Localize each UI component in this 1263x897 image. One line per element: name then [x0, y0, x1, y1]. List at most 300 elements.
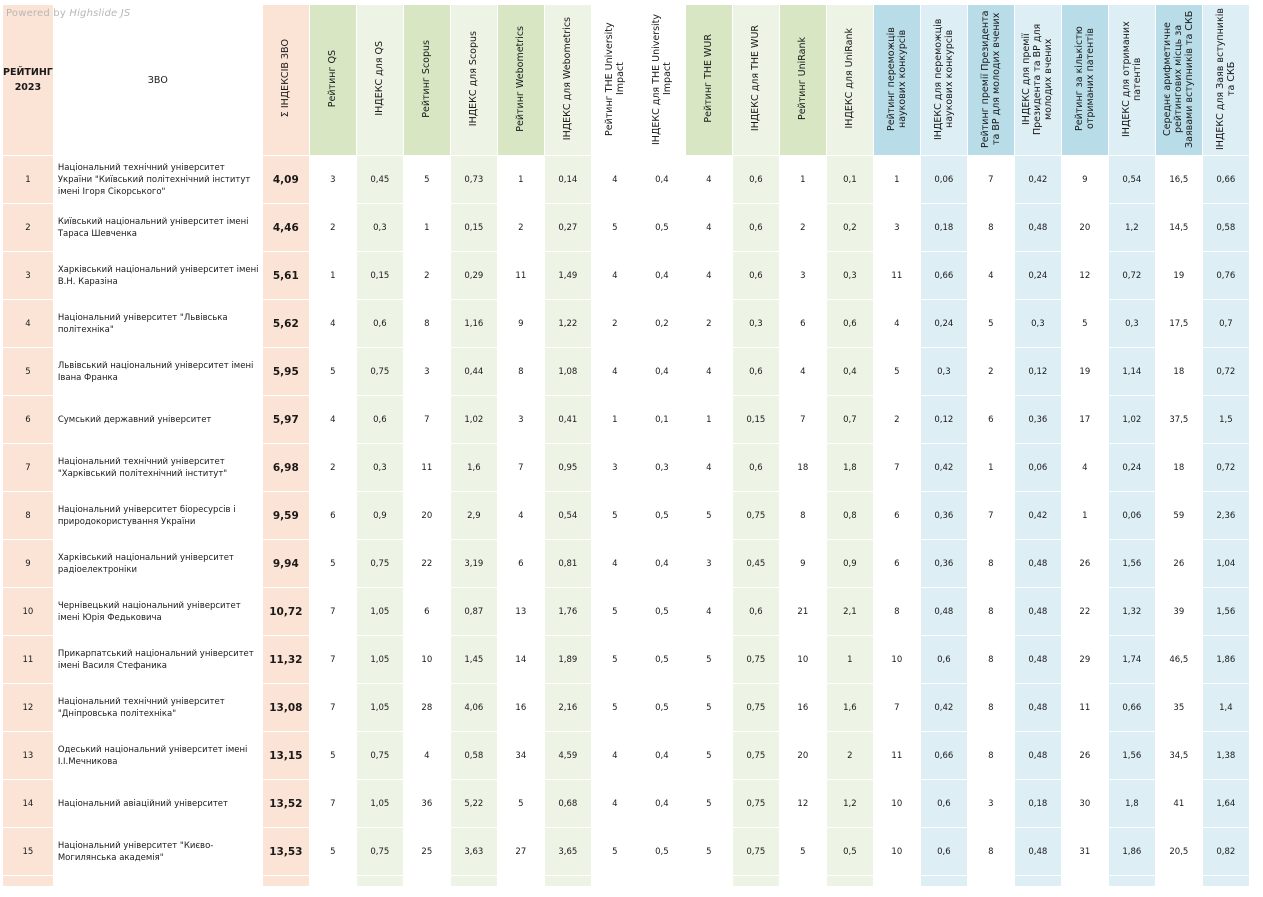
value-cell: 2 [685, 300, 732, 348]
value-cell: 7 [873, 444, 920, 492]
value-cell: 4 [779, 348, 826, 396]
value-cell: 8 [967, 588, 1014, 636]
value-cell: 12 [1061, 252, 1108, 300]
value-cell: 7 [967, 492, 1014, 540]
powered-by-brand: Highslide JS [69, 8, 131, 19]
value-cell: 0,1 [826, 156, 873, 204]
empty-cell [450, 876, 497, 887]
value-cell: 1 [309, 252, 356, 300]
rank-cell: 9 [3, 540, 54, 588]
university-name-cell: Львівський національний університет імені Івана Франка [53, 348, 262, 396]
table-row [3, 156, 1250, 204]
value-cell: 0,45 [732, 540, 779, 588]
value-cell: 0,3 [826, 252, 873, 300]
value-cell: 8 [967, 732, 1014, 780]
value-cell: 2 [309, 204, 356, 252]
header-label: Рейтинг Scopus [421, 39, 433, 118]
value-cell: 0,4 [638, 540, 685, 588]
value-cell: 2 [826, 732, 873, 780]
value-cell: 18 [1155, 348, 1202, 396]
value-cell: 1,05 [356, 684, 403, 732]
value-cell: 0,6 [732, 588, 779, 636]
value-cell: 1 [967, 444, 1014, 492]
value-cell: 5 [309, 828, 356, 876]
value-cell: 8 [967, 540, 1014, 588]
value-cell: 0,18 [1014, 780, 1061, 828]
value-cell: 4 [309, 396, 356, 444]
header-scopus-index [450, 5, 497, 156]
value-cell: 59 [1155, 492, 1202, 540]
value-cell: 0,3 [1014, 300, 1061, 348]
value-cell: 11 [403, 444, 450, 492]
sum-index-cell: 4,09 [262, 156, 309, 204]
header-label: Рейтинг за кількістю отриманих патентів [1073, 26, 1096, 131]
value-cell: 4 [591, 540, 638, 588]
value-cell: 1 [591, 396, 638, 444]
value-cell: 1,56 [1202, 588, 1249, 636]
value-cell: 4 [685, 204, 732, 252]
value-cell: 8 [779, 492, 826, 540]
header-science-contests-rank [873, 5, 920, 156]
value-cell: 16,5 [1155, 156, 1202, 204]
header-president-prize-index [1014, 5, 1061, 156]
value-cell: 9 [497, 300, 544, 348]
university-name-cell: Харківський національний університет імені В.Н. Каразіна [53, 252, 262, 300]
value-cell: 4 [685, 156, 732, 204]
empty-cell [1155, 876, 1202, 887]
ranking-table-frame [2, 4, 1250, 887]
value-cell: 0,58 [1202, 204, 1249, 252]
value-cell: 0,6 [920, 828, 967, 876]
value-cell: 0,5 [826, 828, 873, 876]
value-cell: 7 [779, 396, 826, 444]
value-cell: 0,73 [450, 156, 497, 204]
header-label: ІНДЕКС для UniRank [844, 28, 856, 129]
value-cell: 4 [685, 252, 732, 300]
value-cell: 0,36 [1014, 396, 1061, 444]
table-row [3, 588, 1250, 636]
value-cell: 7 [967, 156, 1014, 204]
value-cell: 4 [685, 588, 732, 636]
value-cell: 14 [497, 636, 544, 684]
sum-index-cell: 13,08 [262, 684, 309, 732]
value-cell: 4 [591, 156, 638, 204]
value-cell: 20 [1061, 204, 1108, 252]
sum-index-cell: 13,53 [262, 828, 309, 876]
value-cell: 0,44 [450, 348, 497, 396]
header-the-wur-rank [685, 5, 732, 156]
value-cell: 0,3 [356, 444, 403, 492]
header-scopus-rank [403, 5, 450, 156]
value-cell: 0,75 [356, 828, 403, 876]
powered-by-label [6, 8, 131, 19]
value-cell: 1,74 [1108, 636, 1155, 684]
value-cell: 1 [1061, 492, 1108, 540]
value-cell: 0,66 [1108, 684, 1155, 732]
table-row [3, 540, 1250, 588]
value-cell: 0,75 [732, 636, 779, 684]
empty-cell [779, 876, 826, 887]
header-label: Рейтинг UniRank [797, 36, 809, 121]
value-cell: 1 [685, 396, 732, 444]
value-cell: 1,8 [826, 444, 873, 492]
rank-cell: 8 [3, 492, 54, 540]
value-cell: 10 [873, 828, 920, 876]
empty-cell [403, 876, 450, 887]
value-cell: 0,48 [1014, 204, 1061, 252]
empty-cell [1108, 876, 1155, 887]
header-label: ІНДЕКС для Webometrics [562, 16, 574, 141]
value-cell: 22 [1061, 588, 1108, 636]
value-cell: 1,14 [1108, 348, 1155, 396]
table-row [3, 396, 1250, 444]
value-cell: 19 [1155, 252, 1202, 300]
value-cell: 9 [779, 540, 826, 588]
value-cell: 0,3 [732, 300, 779, 348]
value-cell: 2,16 [544, 684, 591, 732]
value-cell: 21 [779, 588, 826, 636]
table-row-partial [3, 876, 1250, 887]
table-row [3, 732, 1250, 780]
value-cell: 46,5 [1155, 636, 1202, 684]
empty-cell [873, 876, 920, 887]
value-cell: 2 [403, 252, 450, 300]
value-cell: 20 [779, 732, 826, 780]
value-cell: 4 [309, 300, 356, 348]
sum-index-cell: 4,46 [262, 204, 309, 252]
value-cell: 0,6 [732, 444, 779, 492]
header-label: Рейтинг THE University Impact [603, 21, 626, 136]
value-cell: 0,2 [638, 300, 685, 348]
header-label: Рейтинг QS [327, 49, 339, 108]
value-cell: 0,9 [356, 492, 403, 540]
rank-cell: 15 [3, 828, 54, 876]
value-cell: 6 [403, 588, 450, 636]
value-cell: 1 [873, 156, 920, 204]
empty-cell [920, 876, 967, 887]
header-sum-indexes [262, 5, 309, 156]
value-cell: 4 [685, 444, 732, 492]
value-cell: 37,5 [1155, 396, 1202, 444]
value-cell: 5 [309, 732, 356, 780]
value-cell: 0,95 [544, 444, 591, 492]
header-patents-index [1108, 5, 1155, 156]
value-cell: 3 [967, 780, 1014, 828]
value-cell: 7 [309, 780, 356, 828]
value-cell: 0,54 [544, 492, 591, 540]
value-cell: 7 [309, 588, 356, 636]
value-cell: 1,2 [826, 780, 873, 828]
value-cell: 5 [309, 348, 356, 396]
value-cell: 0,6 [732, 252, 779, 300]
sum-index-cell: 9,59 [262, 492, 309, 540]
value-cell: 1,64 [1202, 780, 1249, 828]
value-cell: 1,05 [356, 588, 403, 636]
sum-index-cell: 13,15 [262, 732, 309, 780]
rank-cell: 3 [3, 252, 54, 300]
value-cell: 1,6 [826, 684, 873, 732]
value-cell: 0,4 [638, 348, 685, 396]
value-cell: 0,3 [1108, 300, 1155, 348]
value-cell: 14,5 [1155, 204, 1202, 252]
university-name-cell: Київський національний університет імені Тараса Шевченка [53, 204, 262, 252]
value-cell: 4 [1061, 444, 1108, 492]
value-cell: 16 [497, 684, 544, 732]
value-cell: 5 [309, 540, 356, 588]
header-label: ЗВО [147, 74, 168, 86]
value-cell: 0,24 [1108, 444, 1155, 492]
value-cell: 39 [1155, 588, 1202, 636]
header-president-prize-rank [967, 5, 1014, 156]
value-cell: 20 [403, 492, 450, 540]
value-cell: 0,3 [920, 348, 967, 396]
value-cell: 1,86 [1202, 636, 1249, 684]
value-cell: 0,24 [920, 300, 967, 348]
value-cell: 16 [779, 684, 826, 732]
sum-index-cell: 5,97 [262, 396, 309, 444]
value-cell: 12 [779, 780, 826, 828]
value-cell: 5 [591, 636, 638, 684]
value-cell: 0,48 [1014, 588, 1061, 636]
value-cell: 6 [967, 396, 1014, 444]
value-cell: 1,16 [450, 300, 497, 348]
value-cell: 6 [873, 492, 920, 540]
value-cell: 1,05 [356, 636, 403, 684]
value-cell: 0,4 [638, 780, 685, 828]
value-cell: 5,22 [450, 780, 497, 828]
powered-by-prefix: Powered by [6, 8, 66, 19]
sum-index-cell: 10,72 [262, 588, 309, 636]
value-cell: 1,02 [450, 396, 497, 444]
university-name-cell: Національний технічний університет України "Київський політехнічний інститут імені Ігоря Сікорського" [53, 156, 262, 204]
header-patents-rank [1061, 5, 1108, 156]
value-cell: 7 [309, 636, 356, 684]
value-cell: 0,12 [1014, 348, 1061, 396]
value-cell: 17,5 [1155, 300, 1202, 348]
empty-cell [544, 876, 591, 887]
header-label: ІНДЕКС для THE University Impact [650, 12, 673, 145]
header-label: Рейтинг переможців наукових конкурсів [885, 26, 908, 131]
rank-cell: 6 [3, 396, 54, 444]
university-name-cell: Харківський національний університет радіоелектроніки [53, 540, 262, 588]
header-label: Рейтинг THE WUR [703, 34, 715, 123]
rank-cell: 5 [3, 348, 54, 396]
value-cell: 1,04 [1202, 540, 1249, 588]
value-cell: 0,6 [920, 780, 967, 828]
header-applicants-index [1202, 5, 1249, 156]
value-cell: 34,5 [1155, 732, 1202, 780]
university-name-cell: Національний авіаційний університет [53, 780, 262, 828]
value-cell: 0,2 [826, 204, 873, 252]
header-label: ІНДЕКС для переможців наукових конкурсів [932, 17, 955, 140]
value-cell: 0,06 [920, 156, 967, 204]
empty-cell [497, 876, 544, 887]
value-cell: 35 [1155, 684, 1202, 732]
value-cell: 0,75 [356, 348, 403, 396]
header-label: Рейтинг Webometrics [515, 25, 527, 132]
value-cell: 3 [403, 348, 450, 396]
value-cell: 0,81 [544, 540, 591, 588]
table-row [3, 444, 1250, 492]
value-cell: 0,6 [356, 396, 403, 444]
value-cell: 13 [497, 588, 544, 636]
value-cell: 0,76 [1202, 252, 1249, 300]
table-row [3, 636, 1250, 684]
value-cell: 8 [967, 684, 1014, 732]
value-cell: 0,3 [638, 444, 685, 492]
university-name-cell: Сумський державний університет [53, 396, 262, 444]
empty-cell [591, 876, 638, 887]
value-cell: 26 [1155, 540, 1202, 588]
value-cell: 5 [685, 684, 732, 732]
rank-cell: 1 [3, 156, 54, 204]
value-cell: 6 [309, 492, 356, 540]
empty-cell [309, 876, 356, 887]
header-label: РЕЙТИНГ 2023 [3, 67, 53, 93]
value-cell: 1,22 [544, 300, 591, 348]
value-cell: 0,15 [732, 396, 779, 444]
value-cell: 41 [1155, 780, 1202, 828]
value-cell: 17 [1061, 396, 1108, 444]
header-qs-rank [309, 5, 356, 156]
value-cell: 8 [967, 204, 1014, 252]
header-label: ІНДЕКС для Заяв вступників та СКБ [1214, 7, 1237, 150]
university-name-cell: Національний університет біоресурсів і природокористування України [53, 492, 262, 540]
value-cell: 0,75 [732, 828, 779, 876]
value-cell: 4 [591, 780, 638, 828]
value-cell: 0,42 [1014, 492, 1061, 540]
value-cell: 3 [873, 204, 920, 252]
value-cell: 0,36 [920, 492, 967, 540]
value-cell: 5 [591, 492, 638, 540]
header-the-wur-index [732, 5, 779, 156]
rank-cell: 2 [3, 204, 54, 252]
value-cell: 26 [1061, 540, 1108, 588]
value-cell: 1,2 [1108, 204, 1155, 252]
value-cell: 0,48 [1014, 828, 1061, 876]
value-cell: 0,42 [920, 444, 967, 492]
value-cell: 0,48 [1014, 732, 1061, 780]
value-cell: 0,66 [920, 732, 967, 780]
empty-cell [1061, 876, 1108, 887]
value-cell: 1,86 [1108, 828, 1155, 876]
value-cell: 0,4 [826, 348, 873, 396]
value-cell: 0,15 [356, 252, 403, 300]
header-label: ІНДЕКС для премії Президента та ВР для молодих вчених [1021, 22, 1055, 135]
value-cell: 8 [967, 636, 1014, 684]
value-cell: 26 [1061, 732, 1108, 780]
value-cell: 0,72 [1108, 252, 1155, 300]
header-label: ІНДЕКС для Scopus [468, 30, 480, 127]
value-cell: 1,45 [450, 636, 497, 684]
value-cell: 3 [497, 396, 544, 444]
value-cell: 5 [685, 636, 732, 684]
value-cell: 6 [497, 540, 544, 588]
empty-cell [685, 876, 732, 887]
value-cell: 0,66 [920, 252, 967, 300]
value-cell: 1,8 [1108, 780, 1155, 828]
value-cell: 18 [1155, 444, 1202, 492]
table-row [3, 684, 1250, 732]
sum-index-cell: 5,95 [262, 348, 309, 396]
value-cell: 5 [685, 732, 732, 780]
value-cell: 5 [1061, 300, 1108, 348]
value-cell: 0,8 [826, 492, 873, 540]
value-cell: 2 [873, 396, 920, 444]
value-cell: 0,75 [732, 684, 779, 732]
value-cell: 25 [403, 828, 450, 876]
value-cell: 1,02 [1108, 396, 1155, 444]
value-cell: 4 [967, 252, 1014, 300]
value-cell: 3 [309, 156, 356, 204]
header-rank-2023 [3, 5, 54, 156]
value-cell: 1,4 [1202, 684, 1249, 732]
value-cell: 1 [497, 156, 544, 204]
value-cell: 0,48 [920, 588, 967, 636]
value-cell: 7 [873, 684, 920, 732]
value-cell: 5 [779, 828, 826, 876]
value-cell: 1,08 [544, 348, 591, 396]
value-cell: 0,6 [732, 204, 779, 252]
empty-cell [1014, 876, 1061, 887]
value-cell: 0,75 [356, 540, 403, 588]
value-cell: 1 [403, 204, 450, 252]
header-label: Рейтинг премії Президента та ВР для молодих вчених [979, 9, 1002, 148]
value-cell: 2 [967, 348, 1014, 396]
value-cell: 0,4 [638, 252, 685, 300]
value-cell: 0,5 [638, 492, 685, 540]
value-cell: 10 [779, 636, 826, 684]
value-cell: 0,68 [544, 780, 591, 828]
value-cell: 5 [685, 492, 732, 540]
header-label: ІНДЕКС для THE WUR [750, 25, 762, 132]
value-cell: 18 [779, 444, 826, 492]
value-cell: 0,6 [920, 636, 967, 684]
header-qs-index [356, 5, 403, 156]
value-cell: 3,19 [450, 540, 497, 588]
value-cell: 3 [779, 252, 826, 300]
value-cell: 0,12 [920, 396, 967, 444]
header-university [53, 5, 262, 156]
value-cell: 0,9 [826, 540, 873, 588]
value-cell: 3 [685, 540, 732, 588]
value-cell: 0,1 [638, 396, 685, 444]
header-applicants-avg-rank [1155, 5, 1202, 156]
value-cell: 31 [1061, 828, 1108, 876]
value-cell: 11 [873, 252, 920, 300]
value-cell: 2,36 [1202, 492, 1249, 540]
value-cell: 7 [309, 684, 356, 732]
table-row [3, 300, 1250, 348]
value-cell: 0,5 [638, 588, 685, 636]
university-name-cell: Національний університет "Львівська політехніка" [53, 300, 262, 348]
value-cell: 0,54 [1108, 156, 1155, 204]
value-cell: 2 [497, 204, 544, 252]
empty-cell [1202, 876, 1249, 887]
empty-cell [967, 876, 1014, 887]
value-cell: 11 [873, 732, 920, 780]
value-cell: 0,6 [732, 348, 779, 396]
value-cell: 28 [403, 684, 450, 732]
value-cell: 10 [873, 780, 920, 828]
value-cell: 5 [403, 156, 450, 204]
value-cell: 22 [403, 540, 450, 588]
rank-cell: 4 [3, 300, 54, 348]
value-cell: 0,06 [1014, 444, 1061, 492]
value-cell: 3 [591, 444, 638, 492]
value-cell: 5 [591, 204, 638, 252]
sum-index-cell: 11,32 [262, 636, 309, 684]
